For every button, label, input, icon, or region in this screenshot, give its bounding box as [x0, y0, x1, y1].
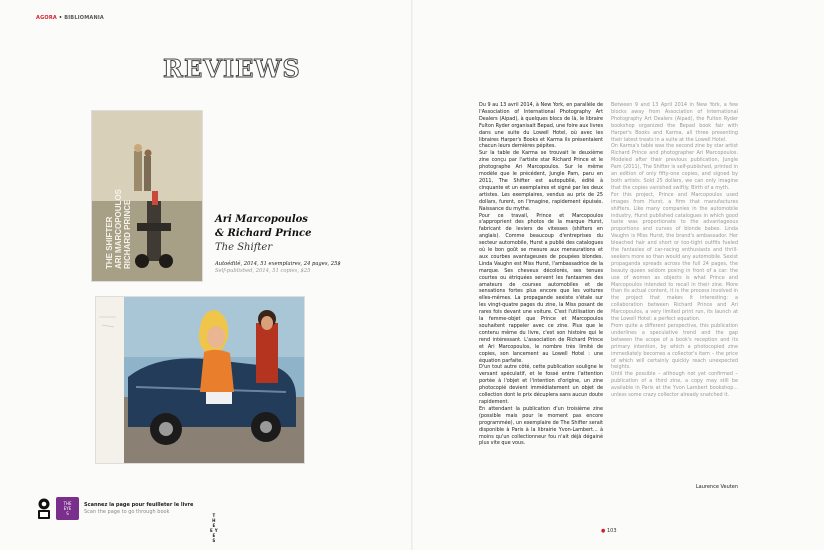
logo-line-1: THE	[63, 501, 72, 506]
scan-text	[84, 502, 193, 516]
footer-logo-line: T	[212, 513, 216, 518]
logo-line-2: EYE	[63, 506, 72, 511]
page-number-bullet-icon: ●	[601, 528, 606, 534]
english-article-column	[611, 102, 738, 399]
scan-text-fr: Scannez la page pour feuilleter le livre	[84, 501, 194, 508]
paragraph-en: Between 9 and 13 April 2014 in New York, a few blocks away from Association of International Photography Art Dealers (Aipad), the Fulton Ryder bookshop organized the Bepad book fair with Harper's Books and Karma, all three presenting their latest treats in a suite at the Lowell Hotel.	[611, 102, 738, 143]
footer-logo-line: H	[212, 518, 216, 523]
section-name: BIBLIOMANIA	[64, 15, 104, 21]
french-article-column	[479, 102, 603, 447]
author-1: Ari Marcopoulos	[215, 214, 308, 225]
book-cover-photo	[92, 111, 202, 281]
paragraph-fr: En attendant la publication d'un troisième zine (possible mais pour le moment pas encore programmée), un exemplaire de The Shifter serait disponible à Paris à la librairie Yvon-Lambert... à moins qu'un collectionneur fou n'ait déjà dégainé plus vite que vous.	[479, 405, 603, 447]
page-gutter	[411, 0, 413, 550]
footer-logo-line: E	[212, 533, 216, 538]
cover-line-author1: ARI MARCOPOULOS	[114, 189, 123, 269]
book-title: The Shifter	[215, 242, 273, 253]
footer-logo-line: E Y	[210, 528, 218, 533]
page-number-value: 103	[606, 528, 617, 534]
paragraph-fr: D'un tout autre côté, cette publication souligne le versant spéculatif, et le fossé entre l'attention portée à l'objet et l'intention d'origine, un zine photocopié devient immédiatement un objet de collection dont le prix décuplera sans aucun doute rapidement.	[479, 364, 603, 405]
footer-logo-line: S	[212, 538, 216, 543]
book-spread-photo	[96, 297, 304, 463]
paragraph-fr: Sur la table de Karma se trouvait le deuxième zine conçu par l'artiste star Richard Prince et le photographe Ari Marcopoulos. Sur le même modèle que le précédent, Jungle Pam, paru en 2011, The Shifter est autopublié, édité à cinquante et un exemplaires et signé par les deux artistes. Les exemplaires, vendus au prix de 25 dollars, furent, on l'imagine, rapidement épuisés. Naissance du mythe.	[479, 150, 603, 212]
author-2: & Richard Prince	[215, 228, 312, 239]
author-signature: Laurence Veuten	[695, 484, 738, 490]
section-separator: •	[56, 15, 65, 21]
book-info	[215, 213, 365, 275]
book-details-fr: Autoédité, 2014, 51 exemplaires, 24 pages, 25$	[215, 261, 341, 267]
logo-line-3: S	[66, 511, 69, 516]
footer-logo-line: E	[212, 523, 216, 528]
cover-line-title: THE SHIFTER	[105, 216, 114, 269]
scan-phone-icon	[36, 498, 52, 520]
spread-illustration	[96, 297, 304, 463]
paragraph-en: For this project, Prince and Marcopoulos used images from Hurst, a firm that manufactures shifters. Like many companies in the automobile industry, Hurst published catalogues in which good taste was proportionate to the advantageous proportions and curves of blonde babes. Linda Vaughn is Miss Hurst, the brand's ambassador. Her bleached hair and short or too-tight outfits fueled the fantasies of car-racing enthusiasts and thrill-seekers more so than would any automobile. Sexist propaganda spreads across the full 24 pages, the beauty queen seldom posing in front of a car: the use of women as objects is what Prince and Marcopoulos intended to recall in their zine. More than its actual content, it is the process involved in the project that makes it interesting: a collaboration between Richard Prince and Ari Marcopoulos, a very limited print run, its launch at the Lowell Hotel: a perfect equation.	[611, 191, 738, 323]
cover-title	[105, 141, 165, 276]
paragraph-en: Until the possible – although not yet confirmed – publication of a third zine, a copy may still be available in Paris at the Yvon Lambert bookshop... unless some crazy collector already snatched it.	[611, 371, 738, 399]
the-eyes-app-logo[interactable]	[56, 497, 79, 520]
cover-line-author2: RICHARD PRINCE	[123, 199, 132, 269]
page-number	[601, 528, 617, 534]
paragraph-fr: Du 9 au 13 avril 2014, à New York, en parallèle de l'Association of International Photography Art Dealers (Aipad), à quelques blocs de là, le libraire Fulton Ryder organisait Bepad, une foire aux livres dans une suite du Lowell Hotel, où avec les libraires Harper's Books et Karma ils présentaient chacun leurs dernières pépites.	[479, 102, 603, 150]
section-agora: AGORA	[36, 15, 57, 21]
page-title: REVIEWS	[163, 54, 301, 83]
paragraph-en: On Karma's table was the second zine by star artist Richard Prince and photographer Ari Marcopoulos. Modeled after their previous publication, Jungle Pam (2011), The Shifter is self-published, printed in an edition of only fifty-one copies, and signed by both artists. Sold 25 dollars, we can only imagine that the copies vanished swiftly. Birth of a myth.	[611, 143, 738, 191]
scan-callout[interactable]	[36, 497, 193, 520]
footer-logo	[207, 513, 221, 543]
section-label	[36, 15, 104, 21]
book-details-en: Self-published, 2014, 51 copies, $25	[215, 268, 311, 274]
paragraph-en: From quite a different perspective, this publication underlines a speculative trend and the gap between the scope of a book's reception and its primary intention, by which a photocopied zine immediately becomes a collector's item – the price of which will certainly quickly reach unexpected heights.	[611, 323, 738, 371]
scan-text-en: Scan the page to go through book	[84, 508, 170, 515]
paragraph-fr: Pour ce travail, Prince et Marcopoulos s'approprient des photos de la marque Hurst, fabricant de leviers de vitesses (shifters en anglais). Comme beaucoup d'entreprises du secteur automobile, Hurst a publié des catalogues où le bon goût se mesure aux mensurations et aux courbes avantageuses de poupées blondes. Linda Vaughn est Miss Hurst, l'ambassadrice de la marque. Ses cheveux décolorés, ses tenues courtes ou étriquées servent les fantasmes des amateurs de courses automobiles et de sensations fortes plus encore que les voitures elles-mêmes. La propagande sexiste s'étale sur les vingt-quatre pages du zine, la Miss posant de rares fois devant une voiture. C'est l'utilisation de la femme-objet que Prince et Marcopoulos souhaitent rappeler avec ce zine. Plus que le contenu même du livre, c'est son histoire qui le rend intéressant. L'association de Richard Prince et Ari Marcopoulos, le nombre très limité de copies, son lancement au Lowell Hotel : une équation parfaite.	[479, 212, 603, 364]
